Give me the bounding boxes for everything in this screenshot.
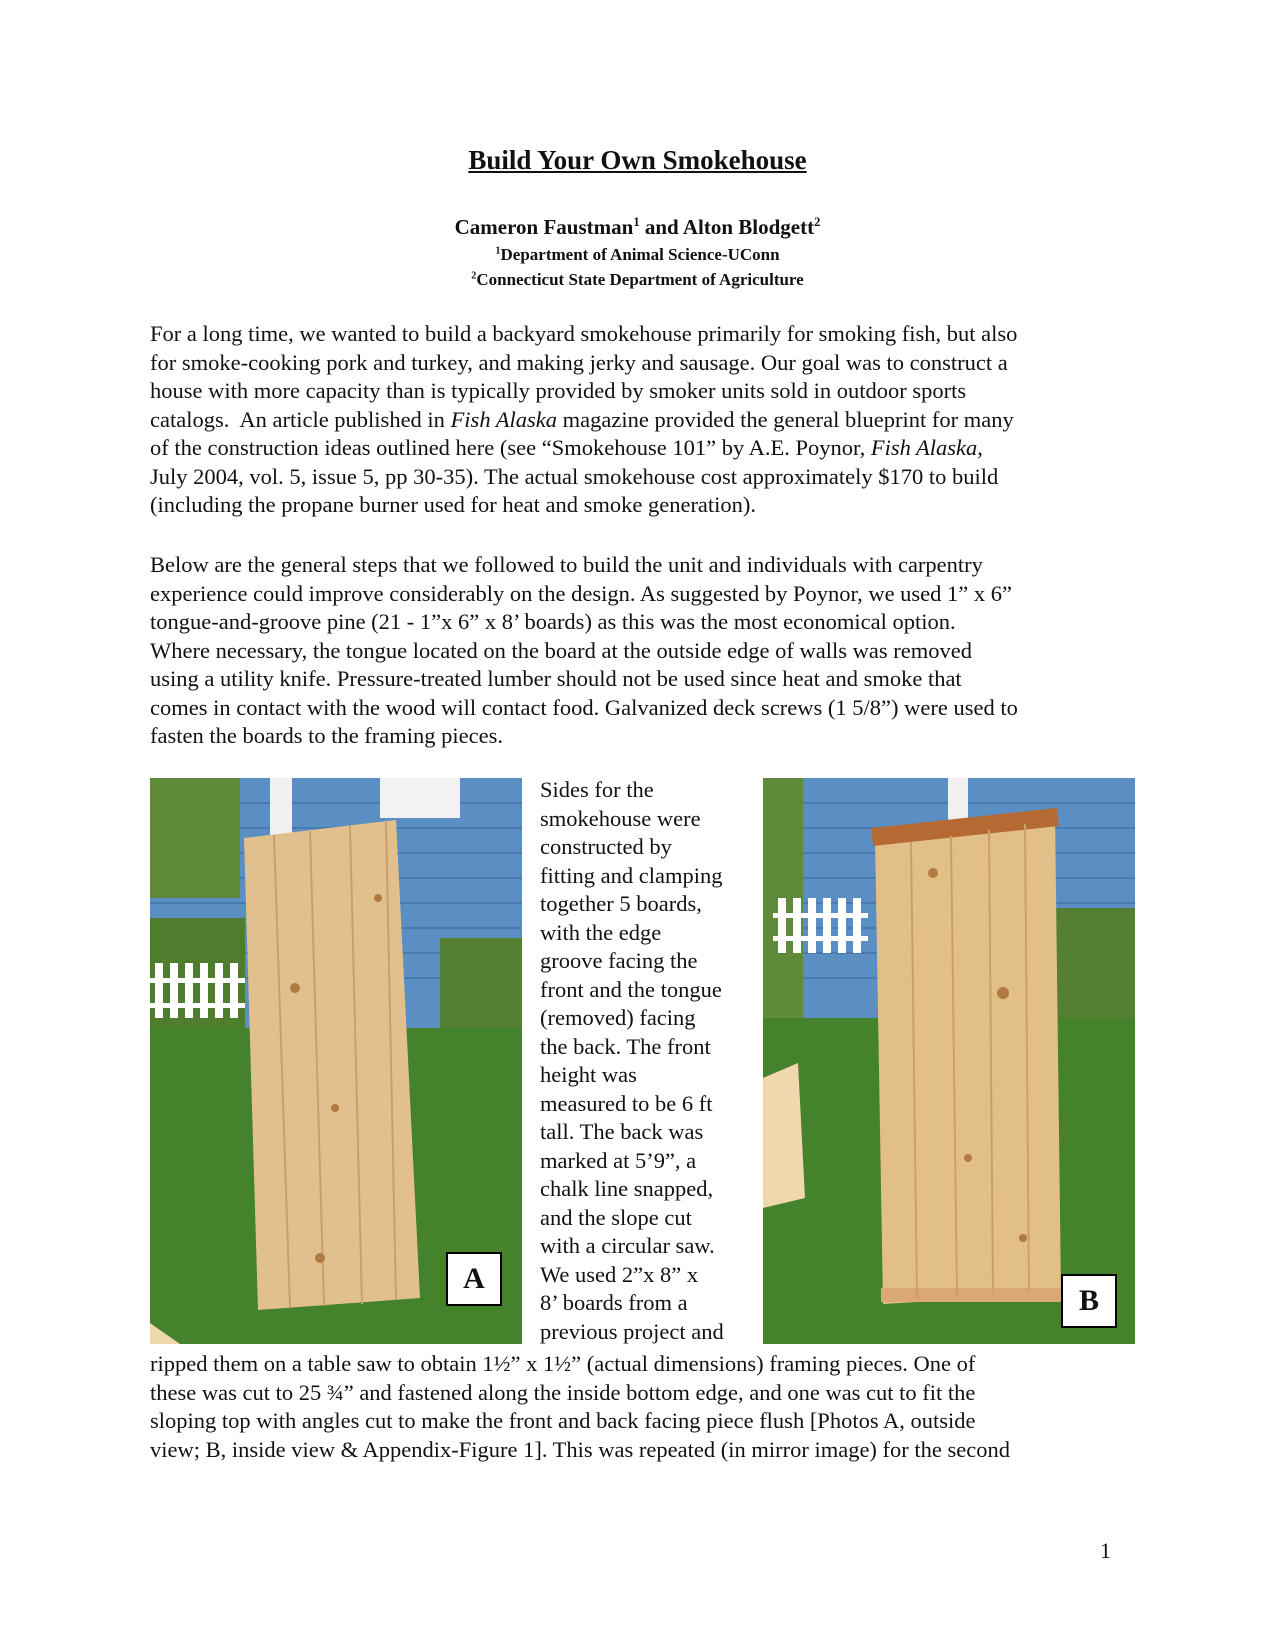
caption-line: measured to be 6 ft	[540, 1090, 713, 1116]
author-2: Alton Blodgett	[682, 215, 815, 239]
author-and: and	[639, 215, 683, 239]
caption-line: (removed) facing	[540, 1005, 696, 1030]
caption-line: with the edge	[540, 919, 662, 945]
paragraph-line: comes in contact with the wood will contact food. Galvanized deck screws (1 5/8”) were used to	[150, 694, 1018, 720]
photo-b-image	[763, 778, 1135, 1344]
photo-a	[150, 778, 522, 1344]
caption-line: marked at 5’9”, a	[540, 1147, 697, 1173]
paragraph-line: fasten the boards to the framing pieces.	[150, 723, 504, 748]
author-1-sup: 1	[633, 215, 640, 229]
magazine-name: Fish Alaska	[870, 435, 978, 460]
magazine-name: Fish Alaska	[450, 406, 558, 432]
affiliation-2-text: Connecticut State Department of Agriculture	[476, 270, 804, 289]
paragraph-line: house with more capacity than is typically provided by smoker units sold in outdoor sports	[150, 378, 967, 403]
caption-line: height was	[540, 1062, 637, 1087]
paragraph-line: ripped them on a table saw to obtain 1½” x 1½” (actual dimensions) framing pieces. One of	[150, 1351, 976, 1376]
affiliation-1	[0, 245, 1275, 265]
text-run: magazine provided the general blueprint for many	[557, 406, 1014, 432]
paragraph-line: for smoke-cooking pork and turkey, and making jerky and sausage. Our goal was to construct a	[150, 349, 1008, 375]
paragraph-line	[150, 434, 1125, 463]
text-run: ,	[977, 435, 983, 460]
caption-line: together 5 boards,	[540, 891, 702, 916]
photo-b-label: B	[1061, 1274, 1117, 1328]
paragraph-line: For a long time, we wanted to build a backyard smokehouse primarily for smoking fish, but also	[150, 321, 1018, 346]
caption-line: 8’ boards from a	[540, 1290, 688, 1315]
caption-line: front and the tongue	[540, 976, 722, 1002]
paragraph-line: these was cut to 25 ¾” and fastened along the inside bottom edge, and one was cut to fit the	[150, 1379, 976, 1405]
caption-line: the back. The front	[540, 1033, 711, 1059]
affiliation-1-text: Department of Animal Science-UConn	[500, 245, 780, 264]
author-2-sup: 2	[814, 215, 821, 229]
caption-line: previous project and	[540, 1318, 724, 1344]
caption-line: with a circular saw.	[540, 1233, 715, 1258]
caption-line: smokehouse were	[540, 805, 701, 831]
caption-column	[540, 776, 755, 1346]
paragraph-line: view; B, inside view & Appendix-Figure 1]. This was repeated (in mirror image) for the second	[150, 1436, 1010, 1462]
paragraph-line: July 2004, vol. 5, issue 5, pp 30-35). The actual smokehouse cost approximately $170 to build	[150, 463, 999, 489]
text-run: catalogs. An article published in	[150, 406, 451, 432]
paragraph-3	[150, 1350, 1125, 1464]
paragraph-line: sloping top with angles cut to make the front and back facing piece flush [Photos A, outside	[150, 1408, 976, 1433]
paragraph-2	[150, 551, 1125, 751]
paragraph-line: tongue-and-groove pine (21 - 1”x 6” x 8’ boards) as this was the most economical option.	[150, 609, 956, 634]
affiliation-1-sup: 1	[495, 245, 501, 257]
paragraph-line	[150, 406, 1125, 435]
affiliation-2-sup: 2	[471, 270, 477, 282]
caption-line: chalk line snapped,	[540, 1176, 714, 1201]
caption-line: tall. The back was	[540, 1119, 704, 1144]
author-1: Cameron Faustman	[454, 215, 634, 239]
caption-line: We used 2”x 8” x	[540, 1261, 699, 1287]
author-line	[0, 215, 1275, 239]
paragraph-line: (including the propane burner used for heat and smoke generation).	[150, 492, 757, 517]
page-title: Build Your Own Smokehouse	[468, 145, 807, 175]
affiliation-2	[0, 270, 1275, 290]
caption-line: groove facing the	[540, 948, 698, 973]
photo-a-label: A	[446, 1252, 502, 1306]
photo-b	[763, 778, 1135, 1344]
paragraph-line: experience could improve considerably on the design. As suggested by Poynor, we used 1” x 6”	[150, 580, 1013, 606]
caption-line: and the slope cut	[540, 1204, 692, 1230]
caption-line: fitting and clamping	[540, 862, 723, 888]
paragraph-line: using a utility knife. Pressure-treated lumber should not be used since heat and smoke that	[150, 666, 962, 691]
text-run: of the construction ideas outlined here (see “Smokehouse 101” by A.E. Poynor,	[150, 435, 871, 460]
page-number: 1	[1100, 1538, 1111, 1563]
caption-line: Sides for the	[540, 777, 654, 802]
paragraph-line: Where necessary, the tongue located on the board at the outside edge of walls was removed	[150, 637, 972, 663]
paragraph-1	[150, 320, 1125, 520]
paragraph-line: Below are the general steps that we followed to build the unit and individuals with carpentry	[150, 552, 983, 577]
caption-line: constructed by	[540, 834, 672, 859]
